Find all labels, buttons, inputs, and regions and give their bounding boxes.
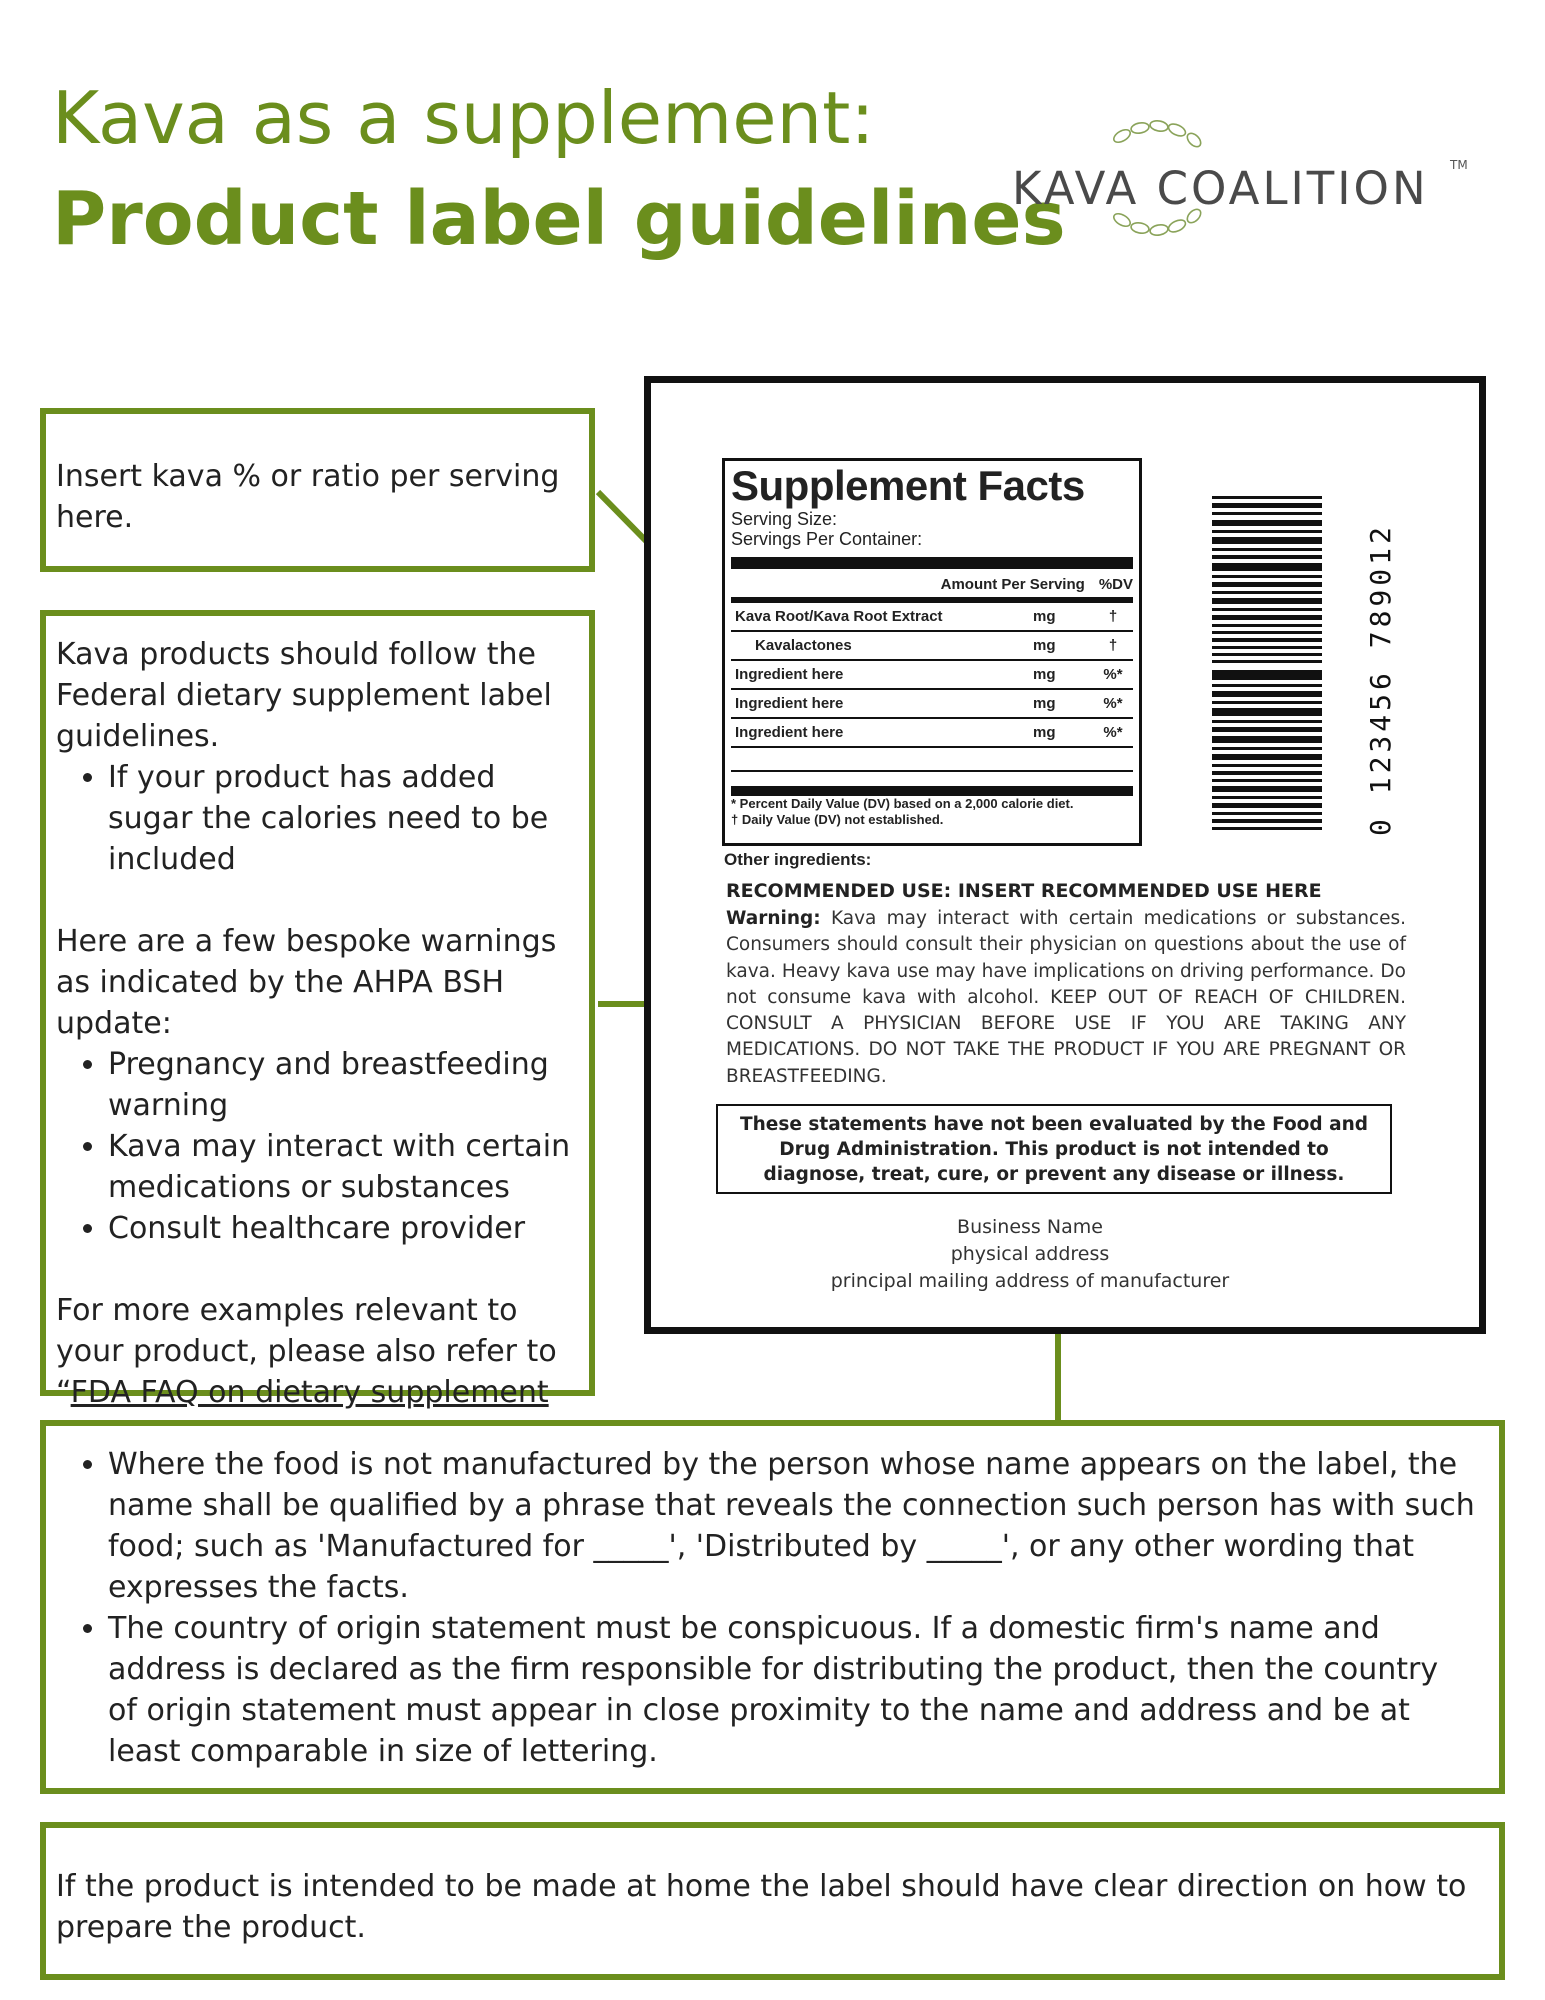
facts-row [731,603,1133,632]
facts-row [731,632,1133,661]
ingredient-dv: † [1108,637,1118,654]
list-item: • The country of origin statement must be conspicuous. If a domestic firm's name and address is declared as the firm responsible for distributing the product, then the country of origin statement must appear in close proximity to the name and address and be at least comparable in size of lettering. [108,1608,1475,1772]
barcode-bars-icon [1212,496,1322,836]
manufacturer-statement-box [40,1420,1505,1794]
more-prefix: For more examples relevant to your product, please also refer to “ [56,1293,557,1410]
warnings-bullet-list [56,1044,579,1249]
list-item: • Kava may interact with certain medications or substances [108,1126,579,1208]
warning-body: Kava may interact with certain medications or substances. Consumers should consult their physician on questions about the use of kava. Heavy kava use may have implications on driving performance. Do not consume kava with alcohol. KEEP OUT OF REACH OF CHILDREN. CONSULT A PHYSICIAN BEFORE USE IF YOU ARE TAKING ANY MEDICATIONS. DO NOT TAKE THE PRODUCT IF YOU ARE PREGNANT OR BREASTFEEDING. [726,908,1406,1087]
fda-disclaimer-box [716,1104,1392,1194]
dv-header: %DV [1098,576,1133,593]
business-info [770,1214,1290,1295]
federal-intro: Kava products should follow the Federal dietary supplement label guidelines. [56,637,552,754]
facts-row [731,661,1133,690]
ingredient-unit: mg [1033,637,1056,654]
facts-title: Supplement Facts [731,462,1085,509]
facts-footnote-not-established: † Daily Value (DV) not established. [731,812,944,827]
barcode-digits: 0 123456 789012 [1364,523,1397,836]
facts-footnote-dv: * Percent Daily Value (DV) based on a 2,000 calorie diet. [731,796,1074,811]
fda-faq-link[interactable]: FDA FAQ on dietary supplement [70,1375,549,1410]
amount-per-serving-header: Amount Per Serving [940,576,1085,593]
trademark-mark: TM [1450,158,1468,172]
facts-row [731,719,1133,748]
ingredient-unit: mg [1033,695,1056,712]
logo-wordmark: KAVA COALITION [1012,162,1429,215]
sugar-bullet-list [56,757,579,880]
ingredient-unit: mg [1033,608,1056,625]
ingredient-name: Ingredient here [735,724,844,741]
mailing-address: principal mailing address of manufacturer [830,1270,1230,1292]
other-ingredients-label: Other ingredients: [724,850,872,869]
ingredient-dv: † [1108,608,1118,625]
facts-bottom-divider [731,786,1133,796]
ingredient-dv: %* [1103,666,1123,683]
list-item: • Where the food is not manufactured by the person whose name appears on the label, the name shall be qualified by a phrase that reveals the connection such person has with such food; such as 'Manufactured for _____', 'Distributed by _____', or any other wording that expresses the facts. [108,1444,1475,1608]
warning-text [726,906,1406,1090]
ingredient-name: Kava Root/Kava Root Extract [735,608,943,625]
ingredient-dv: %* [1103,724,1123,741]
warning-label: Warning: [726,908,821,929]
facts-header-row [731,573,1133,603]
manufacturer-bullet-list [56,1444,1475,1772]
page-title-line2: Product label guidelines [52,176,1066,262]
fda-disclaimer-text: These statements have not been evaluated by the Food and Drug Administration. This product is not intended to diagnose, treat, cure, or prevent any disease or illness. [740,1114,1368,1185]
kava-coalition-logo [1012,120,1472,240]
ingredient-unit: mg [1033,666,1056,683]
list-item: • Consult healthcare provider [108,1208,579,1249]
ingredient-name: Kavalactones [755,637,852,654]
facts-blank-row [731,748,1133,772]
home-preparation-text: If the product is intended to be made at home the label should have clear direction on how to prepare the product. [56,1869,1467,1945]
page-title-line1: Kava as a supplement: [52,76,875,160]
barcode [1212,496,1397,836]
warnings-intro: Here are a few bespoke warnings as indicated by the AHPA BSH update: [56,924,557,1041]
home-preparation-box [40,1822,1505,1980]
supplement-facts-panel [722,458,1142,846]
ingredient-name: Ingredient here [735,695,844,712]
kava-percent-text: Insert kava % or ratio per serving here. [56,459,560,535]
servings-per-container: Servings Per Container: [731,529,923,549]
recommended-use: RECOMMENDED USE: INSERT RECOMMENDED USE HERE [726,880,1322,902]
ingredient-name: Ingredient here [735,666,844,683]
federal-guidelines-box [40,610,595,1410]
kava-percent-box [40,408,595,572]
physical-address: physical address [950,1243,1110,1265]
facts-divider [731,557,1133,569]
facts-row [731,690,1133,719]
ingredient-dv: %* [1103,695,1123,712]
ingredient-unit: mg [1033,724,1056,741]
list-item: • If your product has added sugar the calories need to be included [108,757,579,880]
serving-size: Serving Size: [731,509,838,529]
business-name: Business Name [957,1216,1103,1238]
list-item: • Pregnancy and breastfeeding warning [108,1044,579,1126]
